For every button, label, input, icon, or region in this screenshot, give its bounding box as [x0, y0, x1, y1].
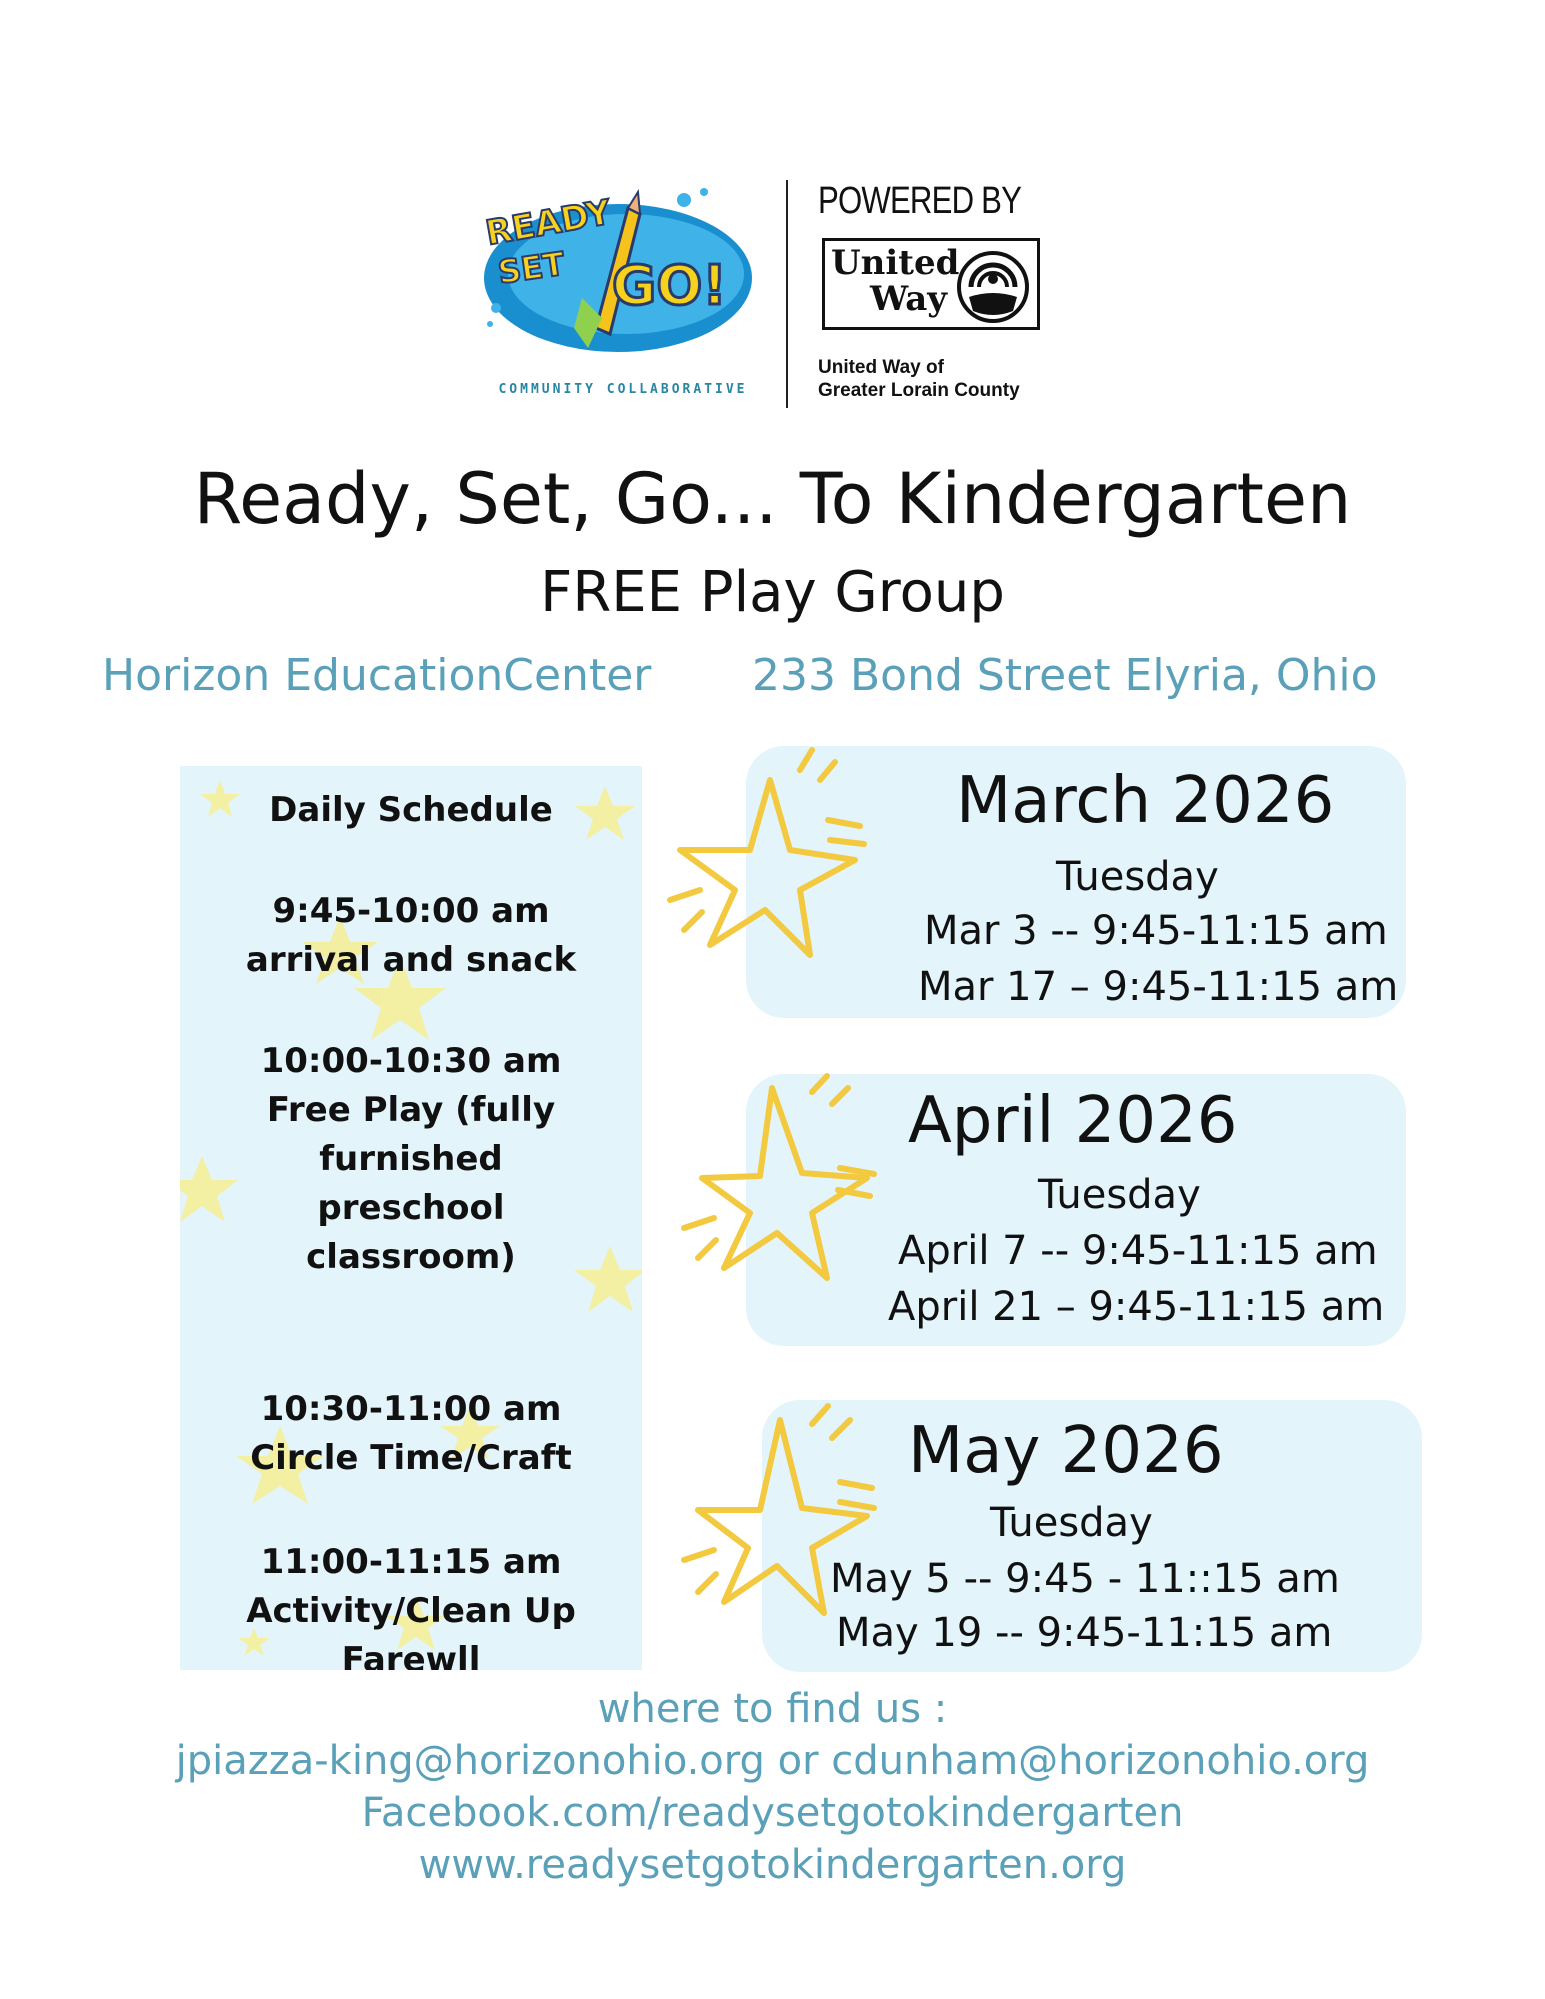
schedule-block-4-line: Activity/Clean Up	[246, 1591, 576, 1631]
footer-heading: where to find us :	[597, 1686, 948, 1732]
schedule-block-2-line: furnished	[319, 1139, 503, 1179]
daily-schedule-panel	[180, 766, 642, 1670]
month-date-line: May 19 -- 9:45-11:15 am	[836, 1610, 1333, 1656]
united-way-org-name	[818, 356, 1020, 402]
month-date-line: April 21 – 9:45-11:15 am	[888, 1284, 1385, 1330]
website-link[interactable]: www.readysetgotokindergarten.org	[418, 1842, 1127, 1888]
schedule-block-2-line: Free Play (fully	[266, 1090, 556, 1130]
schedule-block-2-line: preschool	[317, 1188, 505, 1228]
facebook-link[interactable]: Facebook.com/readysetgotokindergarten	[361, 1790, 1184, 1836]
schedule-block-3-line: Circle Time/Craft	[250, 1438, 572, 1478]
united-way-hand-icon	[955, 249, 1031, 325]
month-title: May 2026	[908, 1414, 1224, 1488]
month-day: Tuesday	[990, 1500, 1153, 1546]
month-date-line: Mar 17 – 9:45-11:15 am	[918, 964, 1399, 1010]
org-line-2: Greater Lorain County	[818, 380, 1020, 401]
page-subtitle: FREE Play Group	[540, 560, 1005, 625]
ready-set-go-logo-graphic	[478, 178, 758, 378]
logo-go-text: GO!	[612, 254, 727, 317]
star-doodle-icon	[650, 740, 880, 970]
schedule-heading: Daily Schedule	[269, 790, 553, 830]
schedule-block-4-line: Farewll	[341, 1640, 481, 1670]
logo-set-text: SET	[495, 244, 567, 292]
schedule-block-4-time: 11:00-11:15 am	[260, 1542, 562, 1582]
venue-address: 233 Bond Street Elyria, Ohio	[752, 650, 1378, 701]
month-day: Tuesday	[1038, 1172, 1201, 1218]
month-day: Tuesday	[1056, 854, 1219, 900]
schedule-block-2-time: 10:00-10:30 am	[260, 1041, 562, 1081]
schedule-block-1-line: arrival and snack	[245, 940, 577, 980]
month-date-line: May 5 -- 9:45 - 11::15 am	[830, 1556, 1340, 1602]
powered-by-label: POWERED BY	[818, 180, 1022, 222]
org-line-1: United Way of	[818, 357, 944, 378]
schedule-text	[180, 786, 642, 1670]
star-doodle-icon	[662, 1068, 892, 1298]
united-way-logo	[822, 238, 1040, 330]
logo-tagline: COMMUNITY COLLABORATIVE	[498, 382, 748, 397]
contact-emails[interactable]: jpiazza-king@horizonohio.org or cdunham@horizonohio.org	[175, 1738, 1370, 1784]
schedule-block-2-line: classroom)	[306, 1237, 516, 1277]
month-title: April 2026	[908, 1084, 1238, 1158]
venue-name: Horizon EducationCenter	[102, 650, 652, 701]
logo-divider	[786, 180, 788, 408]
page-title: Ready, Set, Go... To Kindergarten	[193, 458, 1352, 540]
schedule-block-3-time: 10:30-11:00 am	[260, 1389, 562, 1429]
united-way-wordmark	[831, 243, 960, 319]
month-title: March 2026	[956, 764, 1335, 838]
star-doodle-icon	[662, 1398, 892, 1628]
logo-ready-text: READY	[482, 192, 614, 254]
ready-set-go-logo	[478, 178, 758, 406]
month-date-line: April 7 -- 9:45-11:15 am	[898, 1228, 1378, 1274]
schedule-block-1-time: 9:45-10:00 am	[272, 891, 550, 931]
united-word: United	[831, 243, 960, 283]
month-date-line: Mar 3 -- 9:45-11:15 am	[924, 908, 1388, 954]
way-word: Way	[869, 279, 947, 319]
